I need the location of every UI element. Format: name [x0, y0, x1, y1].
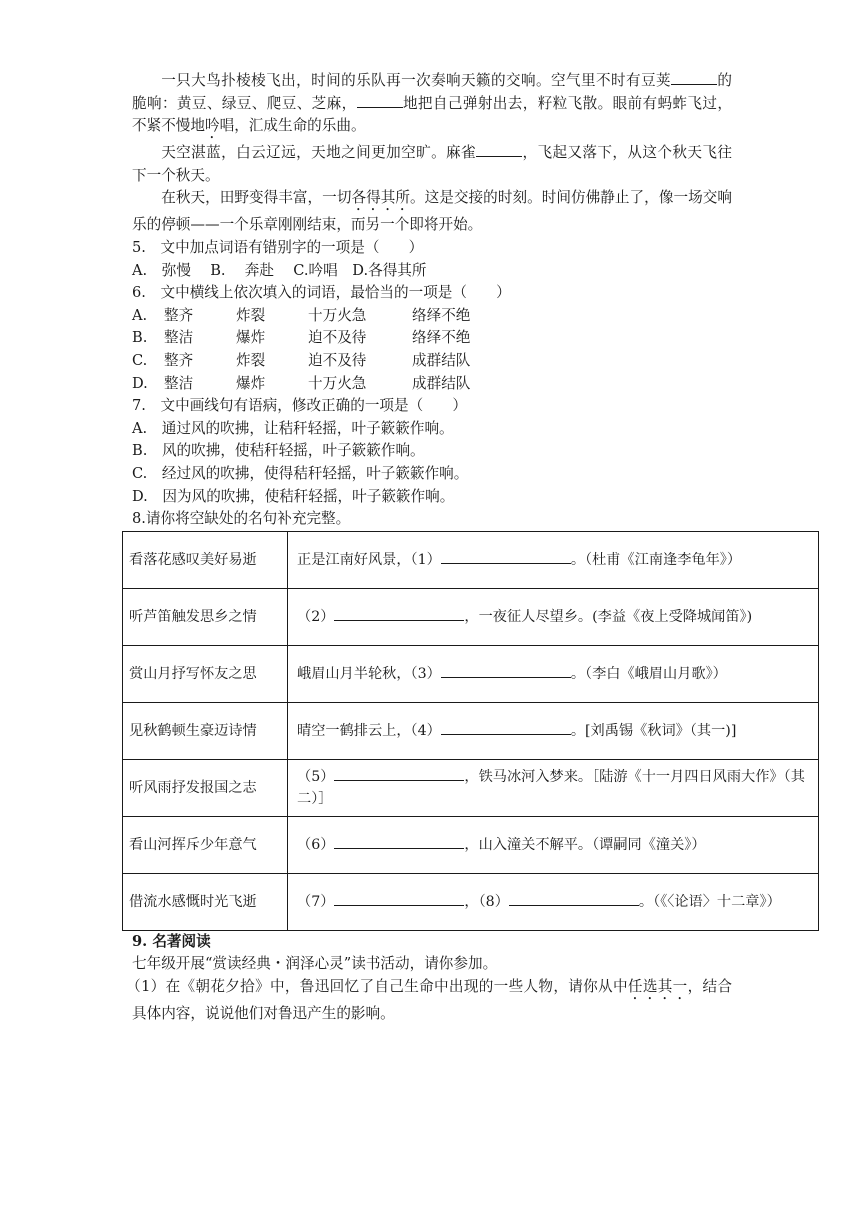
- question-7-option-a: A. 通过风的吹拂，让秸秆轻摇，叶子簌簌作响。: [132, 419, 454, 437]
- verse-cell: （6） ，山入潼关不解平。（谭嗣同《潼关》）: [288, 816, 819, 873]
- question-7-option-b: B. 风的吹拂，使秸秆轻摇，叶子簌簌作响。: [132, 442, 425, 460]
- answer-blank-5: [334, 766, 464, 781]
- dotted-word: 任: [627, 977, 643, 995]
- fill-blank-2: [357, 93, 403, 108]
- theme-cell: 看山河挥斥少年意气: [123, 816, 288, 873]
- theme-cell: 借流水感慨时光飞逝: [123, 873, 288, 930]
- passage-text: 荚: [655, 72, 671, 89]
- verse-cell: 峨眉山月半轮秋，（3） 。（李白《峨眉山月歌》）: [288, 645, 819, 702]
- passage-paragraph-3: [132, 187, 732, 237]
- answer-blank-7: [334, 891, 464, 906]
- verse-cell: 晴空一鹤排云上，（4） 。[刘禹锡《秋词》（其一)]: [288, 702, 819, 759]
- question-6-option-c: C. 整齐 炸裂 迫不及待 成群结队: [132, 351, 471, 369]
- theme-cell: 听风雨抒发报国之志: [123, 759, 288, 816]
- question-6-option-b: B. 整洁 爆炸 迫不及待 络绎不绝: [132, 329, 471, 347]
- question-8-stem: 8.请你将空缺处的名句补充完整。: [132, 510, 351, 528]
- question-9-heading: 9. 名著阅读: [132, 932, 211, 950]
- passage-text: 在秋天，田野变得丰富，一切: [161, 189, 352, 207]
- verse-cell: （5） ，铁马冰河入梦来。［陆游《十一月四日风雨大作》（其二）］: [288, 759, 819, 816]
- passage-text: ，飞起又落下，从这: [522, 144, 658, 162]
- question-9-intro: 七年级开展“赏读经典・润泽心灵”读书活动，请你参加。: [132, 955, 498, 973]
- verse-cell: （2） ，一夜征人尽望乡。(李益《夜上受降城闻笛》): [288, 588, 819, 645]
- verse-cell: （7） ，（8） 。（《〈论语〉十二章》）: [288, 873, 819, 930]
- fill-blank-1: [671, 70, 717, 85]
- passage-text: 散。眼前有蚂蚱飞过，不紧不慢地: [132, 94, 732, 135]
- passage-text: 。这是交接的时刻。时间仿佛静止了，: [410, 189, 659, 207]
- question-7-option-d: D. 因为风的吹拂，使秸秆轻摇，叶子簌簌作响。: [132, 487, 455, 505]
- question-7-option-c: C. 经过风的吹拂，使得秸秆轻摇，叶子簌簌作响。: [132, 464, 469, 482]
- dotted-word: 选其一: [642, 977, 688, 995]
- question-7-stem: 7. 文中画线句有语病，修改正确的一项是（ ）: [132, 397, 467, 415]
- theme-cell: 赏山月抒写怀友之思: [123, 645, 288, 702]
- answer-blank-8: [509, 891, 639, 906]
- table-row: [123, 531, 819, 588]
- quotes-table: [122, 531, 819, 931]
- question-6-stem: 6. 文中横线上依次填入的词语，最恰当的一项是（ ）: [132, 284, 511, 302]
- passage-paragraph-1: [132, 70, 732, 142]
- table-row: [123, 873, 819, 930]
- passage-text: 唱，汇成生命的乐曲。: [219, 117, 366, 135]
- answer-blank-2: [334, 606, 464, 621]
- table-row: [123, 759, 819, 816]
- table-row: [123, 645, 819, 702]
- passage-text: 天空湛蓝，白云辽远，天地之间更加空旷。麻雀: [161, 144, 477, 162]
- exam-page: [126, 70, 805, 1025]
- passage-text: 像一场交响乐的停顿——一个乐章刚刚结束，而另一个即将开始。: [132, 189, 732, 234]
- fill-blank-3: [476, 142, 522, 157]
- dotted-word: 吟: [204, 117, 220, 135]
- table-row: [123, 588, 819, 645]
- passage-text: 个秋天飞往下一个秋天。: [132, 144, 732, 184]
- answer-blank-3: [441, 663, 571, 678]
- question-6-option-a: A. 整齐 炸裂 十万火急 络绎不绝: [132, 306, 471, 324]
- verse-cell: 正是江南好风景，（1） 。（杜甫《江南逢李龟年》）: [288, 531, 819, 588]
- question-5-options: A. 弥慢 B. 奔赴 C.吟唱 D.各得其所: [132, 261, 427, 279]
- passage-text: 一只大鸟扑棱棱飞出，时间的乐队再一次奏响天籁的交响。空气里不时有豆: [161, 72, 656, 89]
- passage-text: 的脆响：黄豆、绿豆、爬豆、芝麻，: [132, 72, 732, 112]
- passage-text: 地把自己弹射出去，籽粒飞: [402, 94, 583, 112]
- answer-blank-1: [441, 549, 571, 564]
- answer-blank-4: [441, 720, 571, 735]
- theme-cell: 看落花感叹美好易逝: [123, 531, 288, 588]
- table-row: [123, 702, 819, 759]
- dotted-word: 各得其所: [351, 189, 410, 207]
- theme-cell: 听芦笛触发思乡之情: [123, 588, 288, 645]
- question-6-option-d: D. 整洁 爆炸 十万火急 成群结队: [132, 374, 471, 392]
- theme-cell: 见秋鹤顿生豪迈诗情: [123, 702, 288, 759]
- question-9-sub-1: （1）在《朝花夕拾》中，鲁迅回忆了自己生命中出现的一些人物，请你从中任选其一，结合具体内容，说说他们对鲁迅产生的影响。: [126, 977, 732, 1022]
- passage-paragraph-2: [132, 142, 732, 187]
- answer-blank-6: [334, 834, 464, 849]
- table-row: [123, 816, 819, 873]
- question-5-stem: 5. 文中加点词语有错别字的一项是（ ）: [132, 238, 424, 256]
